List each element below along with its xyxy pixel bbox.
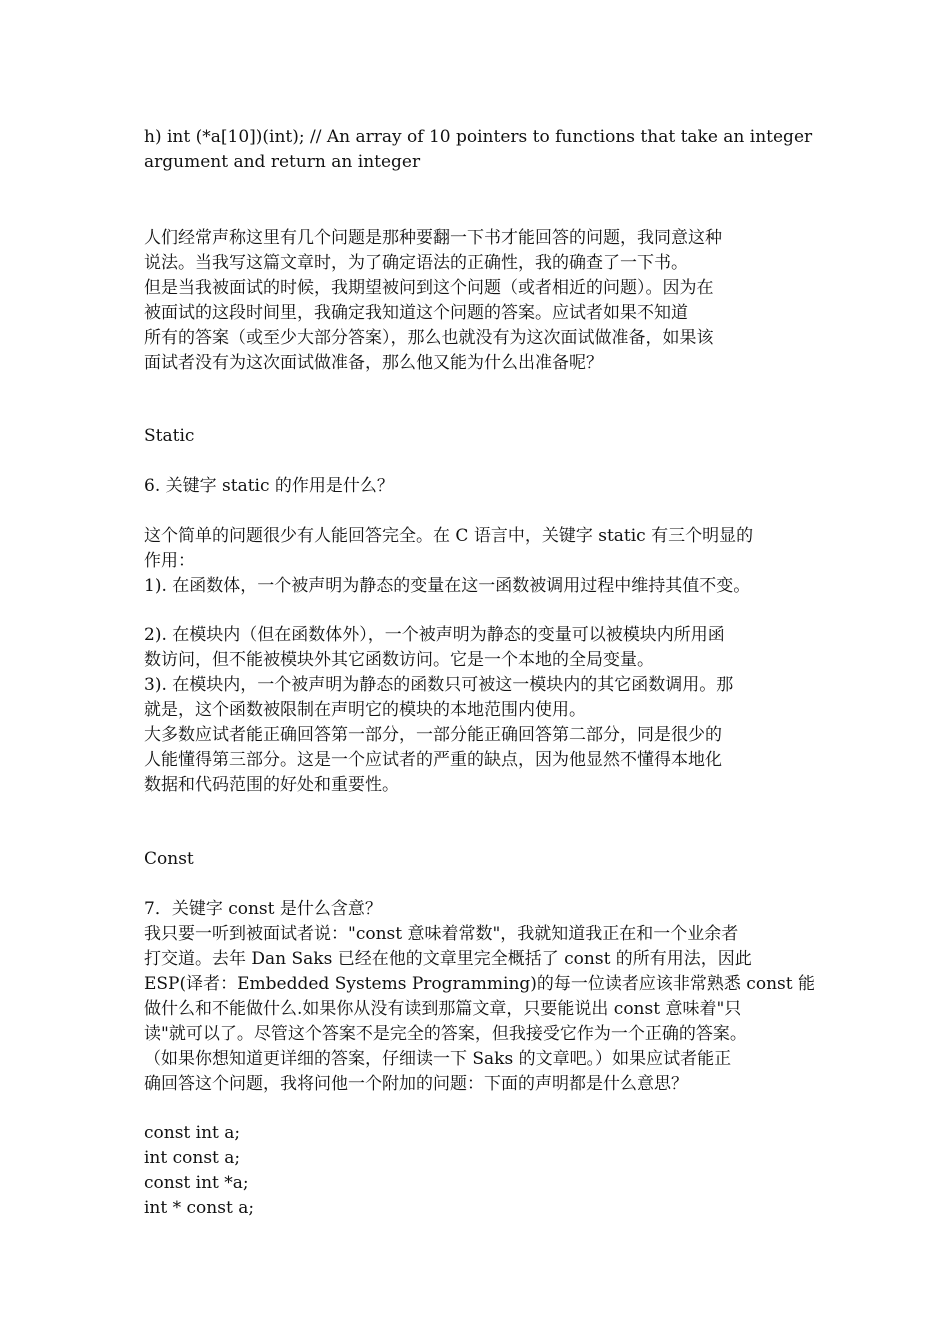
const-heading	[144, 847, 834, 872]
section-heading: Const	[144, 849, 194, 869]
text-line: 读"就可以了。尽管这个答案不是完全的答案，但我接受它作为一个正确的答案。	[144, 1024, 747, 1044]
text-line: （如果你想知道更详细的答案，仔细读一下 Saks 的文章吧。）如果应试者能正	[144, 1049, 732, 1069]
question-line: 6. 关键字 static 的作用是什么？	[144, 476, 394, 496]
text-line: 3). 在模块内，一个被声明为静态的函数只可被这一模块内的其它函数调用。那	[144, 675, 734, 695]
text-line: 所有的答案（或至少大部分答案），那么也就没有为这次面试做准备，如果该	[144, 328, 714, 348]
intro-paragraph	[144, 226, 834, 376]
text-line: 大多数应试者能正确回答第一部分，一部分能正确回答第二部分，同是很少的	[144, 725, 722, 745]
text-line: 数据和代码范围的好处和重要性。	[144, 775, 399, 795]
static-question	[144, 474, 834, 499]
text-line: 1). 在函数体，一个被声明为静态的变量在这一函数被调用过程中维持其值不变。	[144, 576, 751, 596]
text-line: 人们经常声称这里有几个问题是那种要翻一下书才能回答的问题，我同意这种	[144, 228, 722, 248]
text-line: 面试者没有为这次面试做准备，那么他又能为什么出准备呢？	[144, 353, 603, 373]
section-heading: Static	[144, 426, 195, 446]
static-heading	[144, 424, 834, 449]
text-line: 人能懂得第三部分。这是一个应试者的严重的缺点，因为他显然不懂得本地化	[144, 750, 722, 770]
code-line: int * const a;	[144, 1198, 255, 1218]
text-line: 做什么和不能做什么.如果你从没有读到那篇文章，只要能说出 const 意味着"只	[144, 999, 742, 1019]
text-line: 被面试的这段时间里，我确定我知道这个问题的答案。应试者如果不知道	[144, 303, 688, 323]
text-line: h) int (*a[10])(int); // An array of 10 pointers to functions that take an integer	[144, 127, 813, 147]
const-question-paragraph	[144, 897, 834, 1097]
const-code-block	[144, 1121, 834, 1221]
text-line: 数访问，但不能被模块外其它函数访问。它是一个本地的全局变量。	[144, 650, 654, 670]
text-line: 说法。当我写这篇文章时，为了确定语法的正确性，我的确查了一下书。	[144, 253, 688, 273]
text-line: 就是，这个函数被限制在声明它的模块的本地范围内使用。	[144, 700, 586, 720]
text-line: 我只要一听到被面试者说："const 意味着常数"，我就知道我正在和一个业余者	[144, 924, 739, 944]
text-line: 但是当我被面试的时候，我期望被问到这个问题（或者相近的问题）。因为在	[144, 278, 714, 298]
declaration-h-paragraph	[144, 125, 834, 175]
static-points-paragraph	[144, 623, 834, 798]
question-line: 7．关键字 const 是什么含意？	[144, 899, 382, 919]
code-line: int const a;	[144, 1148, 241, 1168]
text-line: 打交道。去年 Dan Saks 已经在他的文章里完全概括了 const 的所有用法，因此	[144, 949, 752, 969]
text-line: 确回答这个问题，我将问他一个附加的问题：下面的声明都是什么意思？	[144, 1074, 688, 1094]
text-line: 作用：	[144, 551, 195, 571]
code-line: const int *a;	[144, 1173, 249, 1193]
text-line: 这个简单的问题很少有人能回答完全。在 C 语言中，关键字 static 有三个明显的	[144, 526, 754, 546]
code-line: const int a;	[144, 1123, 241, 1143]
text-line: argument and return an integer	[144, 152, 421, 172]
text-line: ESP(译者：Embedded Systems Programming)的每一位读者应该非常熟悉 const 能	[144, 974, 815, 994]
static-answer-paragraph	[144, 524, 834, 599]
text-line: 2). 在模块内（但在函数体外），一个被声明为静态的变量可以被模块内所用函	[144, 625, 725, 645]
